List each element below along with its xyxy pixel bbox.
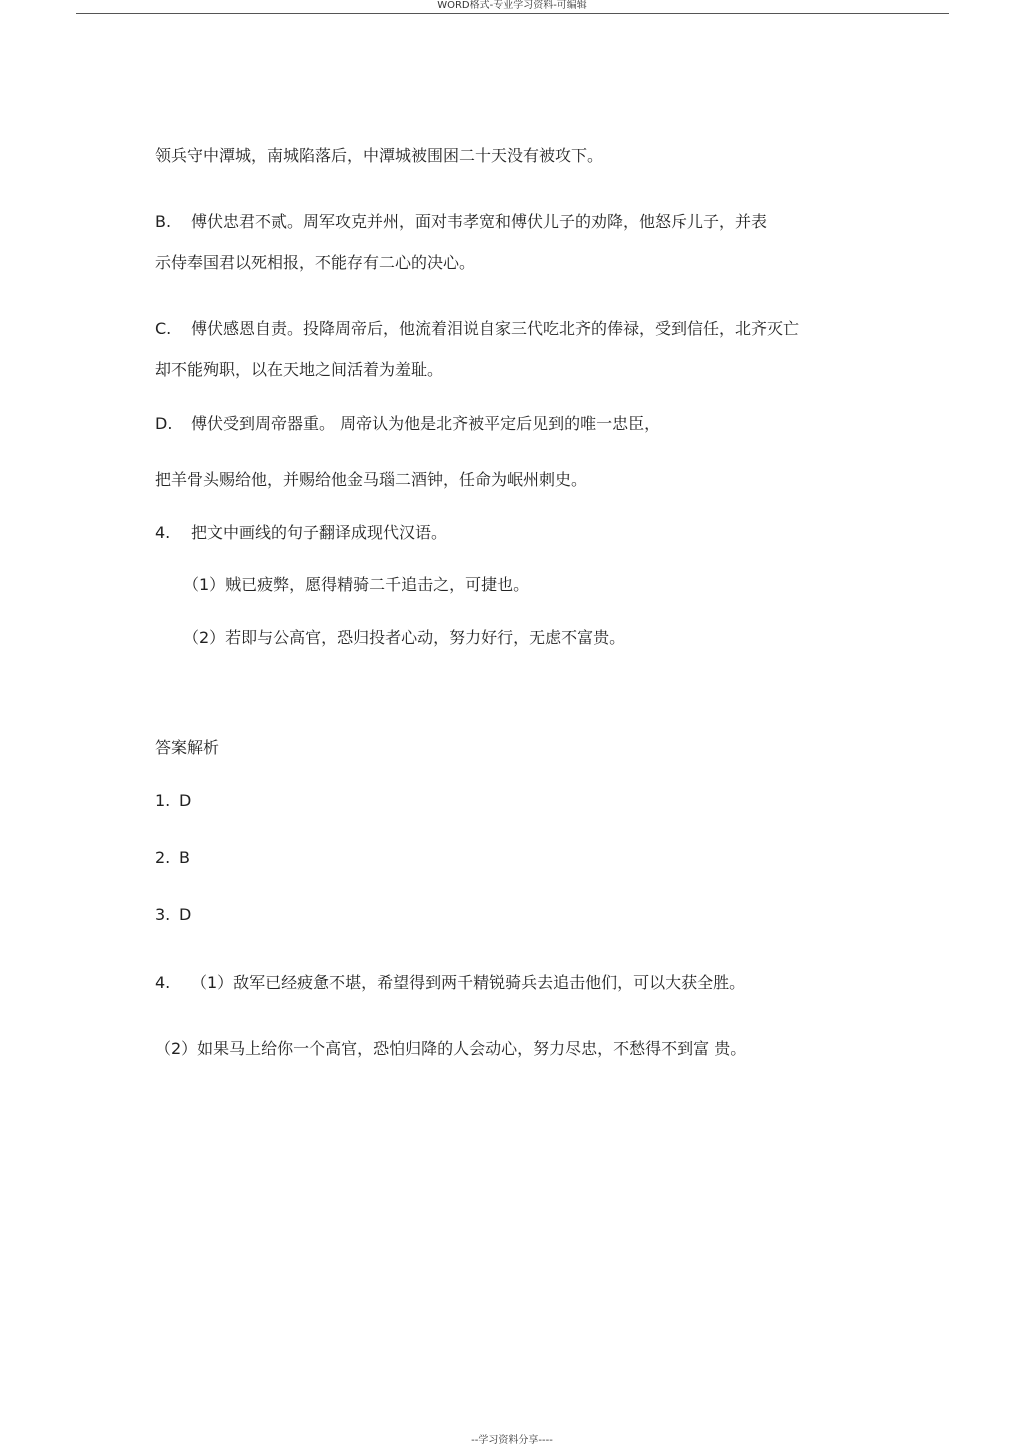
answer-1-number: 1. [155,791,171,810]
option-d-letter: D. [155,414,173,433]
option-d-text: 傅伏受到周帝器重。 周帝认为他是北齐被平定后见到的唯一忠臣， [191,414,661,433]
option-c-line-1 [155,318,799,340]
question-4-sentence-1: （1）贼已疲弊，愿得精骑二千追击之，可捷也。 [183,575,530,594]
option-c-line-2: 却不能殉职，以在天地之间活着为羞耻。 [155,360,444,379]
answer-1-value: D [179,791,192,810]
header-rule [76,13,949,14]
answer-2-value: B [179,848,190,867]
answer-2-number: 2. [155,848,171,867]
answer-1 [155,790,191,812]
answer-3-number: 3. [155,905,171,924]
option-b-line-2: 示侍奉国君以死相报，不能存有二心的决心。 [155,253,476,272]
option-b-letter: B. [155,212,172,231]
page-footer: --学习资料分享---- [471,1435,553,1446]
option-c-letter: C. [155,319,172,338]
answer-4-number: 4. [155,973,171,992]
answer-4-sentence-2: （2）如果马上给你一个高官，恐怕归降的人会动心，努力尽忠，不愁得不到富 贵。 [155,1039,747,1058]
question-4-number: 4. [155,523,171,542]
answer-4-sentence-1: （1）敌军已经疲惫不堪，希望得到两千精锐骑兵去追击他们，可以大获全胜。 [191,973,746,992]
answer-3-value: D [179,905,192,924]
option-d-line-2: 把羊骨头赐给他，并赐给他金马瑙二酒钟，任命为岷州刺史。 [155,470,588,489]
option-b-line-1 [155,211,767,233]
option-b-text: 傅伏忠君不贰。周军攻克并州，面对韦孝宽和傅伏儿子的劝降，他怒斥儿子，并表 [191,212,768,231]
page-header: WORD格式-专业学习资料-可编辑 [437,0,587,11]
answer-4-line-1 [155,972,745,994]
option-a-continuation: 领兵守中潭城，南城陷落后，中潭城被围困二十天没有被攻下。 [155,146,604,165]
answer-3 [155,904,191,926]
answer-2 [155,847,190,869]
question-4 [155,522,447,544]
answers-heading: 答案解析 [155,738,220,757]
question-4-text: 把文中画线的句子翻译成现代汉语。 [191,523,448,542]
option-c-text: 傅伏感恩自责。投降周帝后，他流着泪说自家三代吃北齐的俸禄，受到信任，北齐灭亡 [191,319,800,338]
option-d-line-1 [155,413,660,435]
question-4-sentence-2: （2）若即与公高官，恐归投者心动，努力好行，无虑不富贵。 [183,628,626,647]
